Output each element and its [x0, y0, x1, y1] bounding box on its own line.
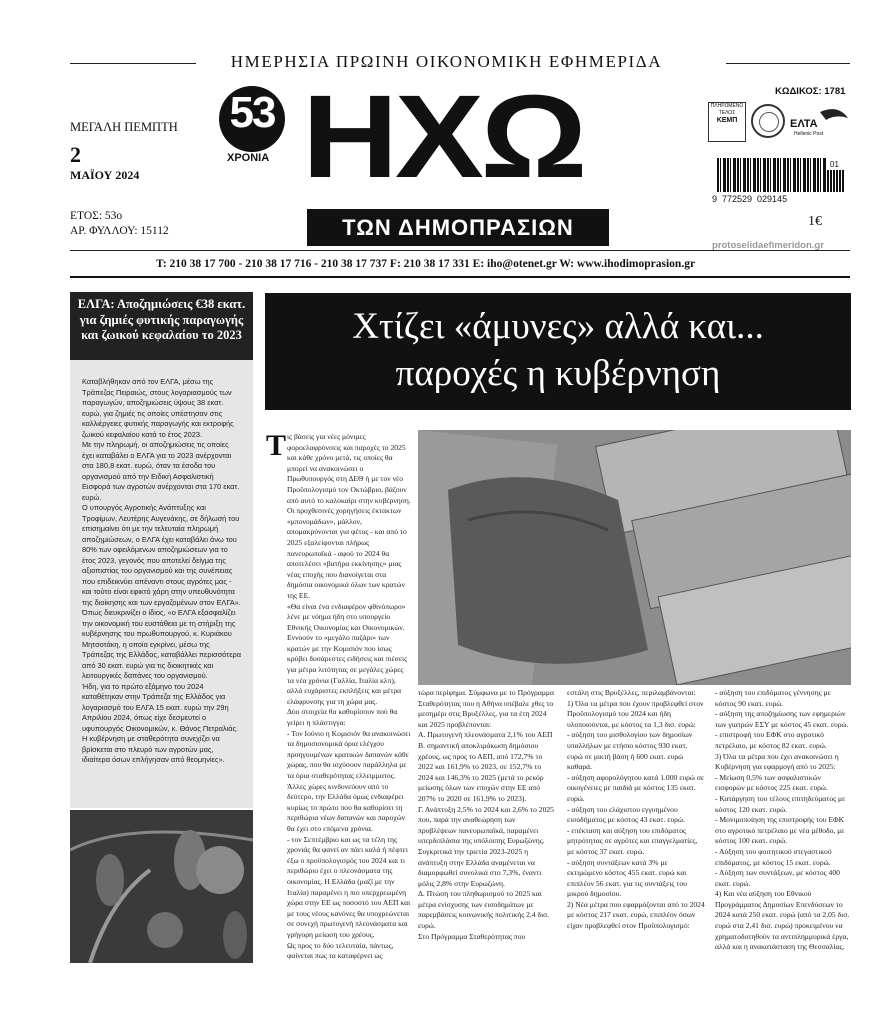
- article-column-3: εστάλη στις Βρυξέλλες, περιλαμβάνονται: 1) Όλα τα μέτρα που έχουν προβλεφθεί στον Προϋπολογισμό του 2024 και ήδη υλοποιούνται, με κόστος τα 1,3 δισ. ευρώ: - αύξηση του μισθολογίου των δημοσίων υπαλλήλων με ετήσιο κόστος 930 εκατ. ευρώ σε μικτή βάση ή 600 εκατ. ευρώ καθαρά. - αύξηση αφορολόγητου κατά 1.000 ευρώ σε οικογένειες με παιδιά με κόστος 135 εκατ. ευρώ. - αύξηση του ελάχιστου εγγυημένου εισοδήματος με κόστος 43 εκατ. ευρώ. - επέκταση και αύξηση του επιδόματος μητρότητας σε αγρότες και επαγγελματίες, με κόστος 37 εκατ. ευρώ. - αύξηση συντάξεων κατά 3% με εκτιμώμενο κόστος 455 εκατ. ευρώ και επιπλέον 56 εκατ. για τις συντάξεις του μικρού δημοσίου. 2) Νέα μέτρα που εφαρμόζονται από το 2024 με κόστος 217 εκατ. ευρώ, επιπλέον όσων είχαν προβλεφθεί στον Προϋπολογισμό:: [567, 688, 705, 931]
- anniversary-number: 53: [229, 88, 275, 137]
- issue-day: 2: [70, 142, 81, 167]
- anniversary-logo: [219, 86, 299, 166]
- elta-sub: Hellenic Post: [794, 131, 824, 137]
- dropcap: Τ: [266, 429, 287, 462]
- barcode-top-number: 01: [830, 160, 839, 169]
- contact-rule-bottom: [70, 276, 850, 278]
- euro-banknotes-photo: [418, 430, 851, 685]
- headline-line-1: Χτίζει «άμυνες» αλλά και...: [352, 306, 764, 347]
- elta-logo: [790, 104, 850, 140]
- issue-month-year: ΜΑΪΟΥ 2024: [70, 168, 140, 182]
- postage-line-2: ΤΕΛΟΣ: [718, 110, 736, 116]
- barcode-addon: [827, 170, 845, 192]
- issue-year: ΕΤΟΣ: 53ο: [70, 210, 123, 222]
- masthead-title: ΗΧΩ: [302, 71, 584, 203]
- anniversary-word: ΧΡΟΝΙΑ: [227, 152, 270, 164]
- watermark: protoselidaefimeridon.gr: [712, 240, 824, 251]
- sidebar-body: Καταβλήθηκαν από τον ΕΛΓΑ, μέσω της Τράπεζας Πειραιώς, στους λογαριασμούς των παραγωγών, αποζημιώσεις ύψους 38 εκατ. ευρώ, για ζημιές τις οποίες υπέστησαν στις καλλιέργειες φυτικής παραγωγής και εκτροφής ζωικού κεφαλαίου κατά το έτος 2023. Με την πληρωμή, οι αποζημιώσεις τις οποίες έχει καταβάλει ο ΕΛΓΑ για το 2023 ανέρχονται στα 180,8 εκατ. ευρώ, όταν τα έσοδα του οργανισμού από την Ειδική Ασφαλιστική Εισφορά των αγροτών ανέρχονται στα 170 εκατ. ευρώ. Ο υπουργός Αγροτικής Ανάπτυξης και Τροφίμων, Λευτέρης Αυγενάκης, σε δήλωσή του επισημαίνει ότι με την τελευταία πληρωμή αποζημιώσεων, ο ΕΛΓΑ έχει καταβάλει άνω του 80% των οφειλόμενων αποζημιώσεων για το έτος 2023, γεγονός που αποτελεί δείγμα της αξιοπιστίας του οργανισμού και της συνέπειας που επιδεικνύει απέναντι στους αγρότες μας - και τούτο είναι εφικτό χάρη στην υπευθυνότητα της διοίκησης και των εργαζομένων στον ΕΛΓΑ». Όπως διευκρινίζει ο ίδιος, «ο ΕΛΓΑ εξασφαλίζει την οικονομική του ευστάθεια με τη στήριξη της κυβέρνησης του πρωθυπουργού, κ. Κυριάκου Μητσοτάκη, η οποία εγκρίνει, μέσω της Τράπεζας της Ελλάδος, καταβάλλει περισσότερα από 30 εκατ. ευρώ για τις διοικητικές και λειτουργικές δαπάνες του οργανισμού. Ήδη, για το πρώτο εξάμηνο του 2024 καταθέτηκαν στην Τράπεζα της Ελλάδος για λογαριασμό του ΕΛΓΑ 15 εκατ. ευρώ την 29η Απριλίου 2024, όπως είχε δεσμευτεί ο υφυπουργός Οικονομικών, κ. Θάνος Πετραλιάς. Η κυβέρνηση με σταθερότητα συνεχίζει να βρίσκεται στο πλευρό των αγροτών μας, ιδιαίτερα όσων επλήγησαν από θεομηνίες».: [82, 377, 241, 764]
- sidebar-photo: [70, 810, 253, 963]
- article-column-2: τώρα περίφημα. Σύμφωνα με το Πρόγραμμα Σταθερότητας που η Αθήνα υπέβαλε χθες το μεσημέρι στις Βρυξέλλες, για τα έτη 2024 και 2025 προβλέπονται: Α. Πρωτογενή πλεονάσματα 2,1% του ΑΕΠ Β. σημαντική αποκλιμάκωση δημόσιου χρέους, ως προς το ΑΕΠ, από 172,7% το 2022 και 161,9% το 2023, σε 152,7% το 2024 και 146,3% το 2025 (μετά το ρεκόρ μείωσης όλων των εποχών στην ΕΕ από 207% το 2020 σε 161,9% το 2023). Γ. Ανάπτυξη 2,5% το 2024 και 2,6% το 2025 που, παρά την αναθεώρηση των προβλέψεων πανευρωπαϊκά, παραμένει υπερδιπλάσια της υπόλοιπης Ευρωζώνης. Συγκριτικά την τριετία 2023-2025 η ανάπτυξη στην Ελλάδα αναμένεται να διαμορφωθεί συνολικά στο 7,3%, έναντι μόλις 2,8% στην Ευρωζώνη. Δ. Πτώση του πληθωρισμού το 2025 και μέτρα ενίσχυσης των εισοδημάτων με παρεμβάσεις κοινωνικής πολιτικής 2,4 δισ. ευρώ. Στο Πρόγραμμα Σταθερότητας που: [418, 688, 554, 941]
- headline-line-2: παροχές η κυβέρνηση: [395, 353, 721, 394]
- article-column-4: - αύξηση του επιδόματος γέννησης με κόστος 90 εκατ. ευρώ. - αύξηση της αποζημίωσης των εφημεριών των γιατρών ΕΣΥ με κόστος 45 εκατ. ευρώ. - επιστροφή του ΕΦΚ στο αγροτικό πετρέλαιο, με κόστος 82 εκατ. ευρώ. 3) Όλα τα μέτρα που έχει ανακοινώσει η Κυβέρνηση για εφαρμογή από το 2025: - Μείωση 0,5% των ασφαλιστικών εισφορών με κόστος 225 εκατ. ευρώ. - Κατάργηση του τέλους επιτηδεύματος με κόστος 120 εκατ. ευρώ. - Μονιμοποίηση της επιστροφής του ΕΦΚ στο αγροτικό πετρέλαιο με νέα μέθοδο, με κόστος 100 εκατ. ευρώ. - Αύξηση του φοιτητικού στεγαστικού επιδόματος, με κόστος 15 εκατ. ευρώ. - Αύξηση των συντάξεων, με κόστος 400 εκατ. ευρώ. 4) Και νέα αύξηση του Εθνικού Προγράμματος Δημοσίων Επενδύσεων το 2024 κατά 250 εκατ. ευρώ (από τα 2,05 δισ. ευρώ στα 2,41 δισ. ευρώ) προκειμένου να χρηματοδοτηθούν τα αντιπλημμυρικά έργα, αλλά και η ανακατάσταση της Θεσσαλίας.: [715, 688, 850, 952]
- elta-label: ΕΛΤΑ: [790, 118, 818, 130]
- issue-sheet-number: ΑΡ. ΦΥΛΛΟΥ: 15112: [70, 225, 169, 237]
- postage-line-3: ΚΕΜΠ: [716, 117, 738, 124]
- postage-stamp: [708, 102, 746, 142]
- banknotes-image: [418, 430, 851, 685]
- masthead-subtitle: ΤΩΝ ΔΗΜΟΠΡΑΣΙΩΝ: [307, 209, 609, 246]
- seal-icon: [751, 104, 785, 138]
- fruit-tree-image: [70, 810, 253, 963]
- article-column-1-top: ις βάσεις για νέες μόνιμες φοροελαφρύνσεις και παροχές το 2025 και κάθε χρόνο μετά, τις οποίες θα μπορεί να ανακοινώσει ο Πρωθυπουργός στη ΔΕΘ ή με τον νέο Προϋπολογισμό τον Οκτώβριο, βάζουν από αυτό το καλοκαίρι στην κυβέρνηση. Οι προχθεσινές χορηγήσεις έκτακτων «μπονομάδων», μάλλον, απομακρύνονται για φέτος - και από το 2025 εξαλείφονται πλήρως πανευρωπαϊκά - αφού το 2024 θα αποτελέσει «βατήρα εκκίνησης» μιας νέας εποχής που διανοίγεται στα δημόσια οικονομικά όλων των κρατών της ΕΕ. «Θα είναι ένα ενδιαφέρον φθινόπωρο» λένε με νόημα ήδη στο υπουργείο Εθνικής Οικονομίας και Οικονομικών. Εννοούν το «μεγάλο παζάρι» των κρατών με την Κομισιόν που ίσως κρύβει δυσάρεστες ειδήσεις και πιέσεις για μέτρα λιτότητας σε μεγάλες χώρες τα νέα χρόνια (Γαλλία, Ιταλία κλπ), αλλά ευχάριστες εκπλήξεις και μέτρα ελάφρυνσης για τη χώρα μας. Δύο στοιχεία θα καθορίσουν πού θα γείρει η πλάστιγγα: - Τον Ιούνιο η Κομισιόν θα ανακοινώσει τα δημοσιονομικά όρια ελέγχου προηγουμένων κρατικών δαπανών κάθε χώρας, που θα ισχύσουν παράλληλα με τα όρια σταθερότητας ελλειμματος. Άλλες χώρες κινδυνεύουν από το δεύτερο, την Ελλάδα όμως ενδιαφέρει κυρίως το πρώτο που θα καθορίσει τη περιθώρια νέων δαπανών και παροχών θα έχει στο επόμενα χρόνια. - τον Σεπτέμβριο και ως τα τέλη της χρονιάς θα φανεί αν πάει καλά ή πέφτει έξω ο προϋπολογισμός του 2024 και τι περιθώριο έχει ο πλεονάσματα της οικονομίας. Η Ελλάδα (μαζί με την Ιταλία) παραμένει η πιο υπερχρεωμένη χώρα στην ΕΕ ως ποσοστό του ΑΕΠ και με τους νέους κανόνες θα υποχρεώνεται σε συνεχή πρωτογενή πλεονάσματα και γρήγορη μείωση του χρέους. Ως προς το δύο τελευταία, πάντως, φαίνεται πως τα καταφέρνει ως: [287, 432, 411, 961]
- issue-weekday: ΜΕΓΑΛΗ ΠΕΜΠΤΗ: [70, 120, 178, 134]
- contact-rule-top: [70, 250, 850, 251]
- sidebar-heading: ΕΛΓΑ: Αποζημιώσεις €38 εκατ. για ζημιές φυτικής παραγωγής και ζωικού κεφαλαίου το 2023: [70, 292, 253, 360]
- postage-line-1: ΠΛΗΡΩΜΕΝΟ: [710, 103, 744, 109]
- publication-code: ΚΩΔΙΚΟΣ: 1781: [775, 86, 846, 97]
- price: 1€: [808, 214, 822, 229]
- barcode-numbers: 9 772529 029145: [712, 194, 788, 204]
- contact-line: T: 210 38 17 700 - 210 38 17 716 - 210 38 17 737 F: 210 38 17 331 E: iho@otenet.gr W: www.ihodimoprasion.gr: [156, 258, 696, 270]
- barcode: [717, 158, 827, 192]
- main-headline: [265, 293, 851, 410]
- newspaper-tagline: ΗΜΕΡΗΣΙΑ ΠΡΩΙΝΗ ΟΙΚΟΝΟΜΙΚΗ ΕΦΗΜΕΡΙΔΑ: [230, 52, 663, 71]
